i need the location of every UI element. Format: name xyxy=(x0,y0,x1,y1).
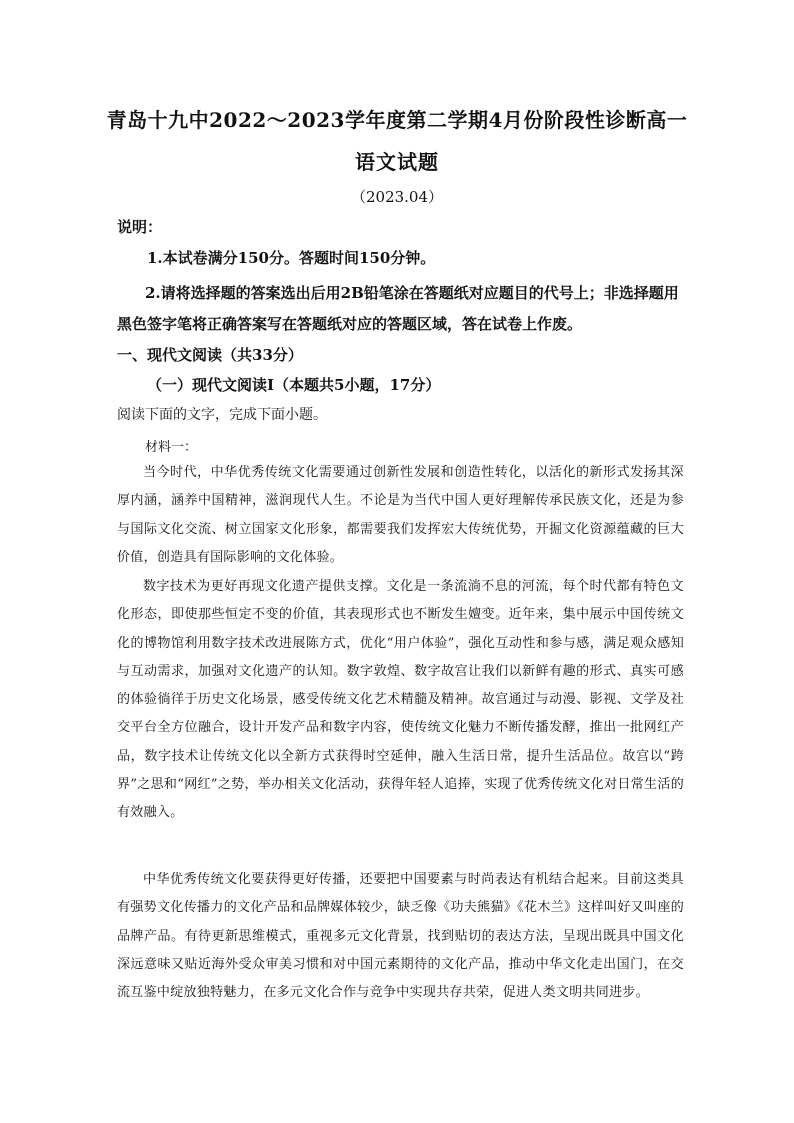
exam-date: （2023.04） xyxy=(350,188,444,206)
exam-subject-title: 语文试题 xyxy=(355,150,439,174)
note-item-1: 1.本试卷满分150分。答题时间150分钟。 xyxy=(147,249,436,267)
section-heading: 一、现代文阅读（共33分） xyxy=(117,346,303,364)
material-paragraph-2: 数字技术为更好再现文化遗产提供支撑。文化是一条流淌不息的河流，每个时代都有特色文化形态，即使那些恒定不变的价值，其表现形式也不断发生嬗变。近年来，集中展示中国传统文化的博物馆利用数字技术改进展陈方式，优化“用户体验”，强化互动性和参与感，满足观众感知与互动需求，加强对文化遗产的认知。数字敦煌、数字故宫让我们以新鲜有趣的形式、真实可感的体验徜徉于历史文化场景，感受传统文化艺术精髓及精神。故宫通过与动漫、影视、文学及社交平台全方位融合，设计开发产品和数字内容，使传统文化魅力不断传播发酵，推出一批网红产品，数字技术让传统文化以全新方式获得时空延伸，融入生活日常，提升生活品位。故宫以“跨界”之思和“网红”之势，举办相关文化活动，获得年轻人追捧，实现了优秀传统文化对日常生活的有效融入。 xyxy=(117,579,684,821)
material-label: 材料一： xyxy=(145,440,198,455)
material-paragraph-1: 当今时代，中华优秀传统文化需要通过创新性发展和创造性转化，以活化的新形式发扬其深厚内涵，涵养中国精神，滋润现代人生。不论是为当代中国人更好理解传承民族文化，还是为参与国际文化交流、树立国家文化形象，都需要我们发挥宏大传统优势，开掘文化资源蕴藏的巨大价值，创造具有国际影响的文化体验。 xyxy=(117,465,684,565)
exam-title: 青岛十九中2022～2023学年度第二学期4月份阶段性诊断高一 xyxy=(106,108,688,132)
reading-instruction: 阅读下面的文字，完成下面小题。 xyxy=(117,407,327,423)
material-paragraph-3: 中华优秀传统文化要获得更好传播，还要把中国要素与时尚表达有机结合起来。目前这类具有强势文化传播力的文化产品和品牌媒体较少，缺乏像《功夫熊猫》《花木兰》这样叫好又叫座的品牌产品。有待更新思维模式，重视多元文化背景，找到贴切的表达方法，呈现出既具中国文化深远意味又贴近海外受众审美习惯和对中国元素期待的文化产品，推动中华文化走出国门，在交流互鉴中绽放独特魅力，在多元文化合作与竞争中实现共存共荣，促进人类文明共同进步。 xyxy=(117,872,684,1001)
notes-heading: 说明： xyxy=(117,218,163,236)
note-item-2: 2.请将选择题的答案选出后用2B铅笔涂在答题纸对应题目的代号上；非选择题用黑色签字笔将正确答案写在答题纸对应的答题区域，答在试卷上作废。 xyxy=(117,284,679,333)
subsection-heading: （一）现代文阅读Ⅰ（本题共5小题，17分） xyxy=(147,376,441,394)
